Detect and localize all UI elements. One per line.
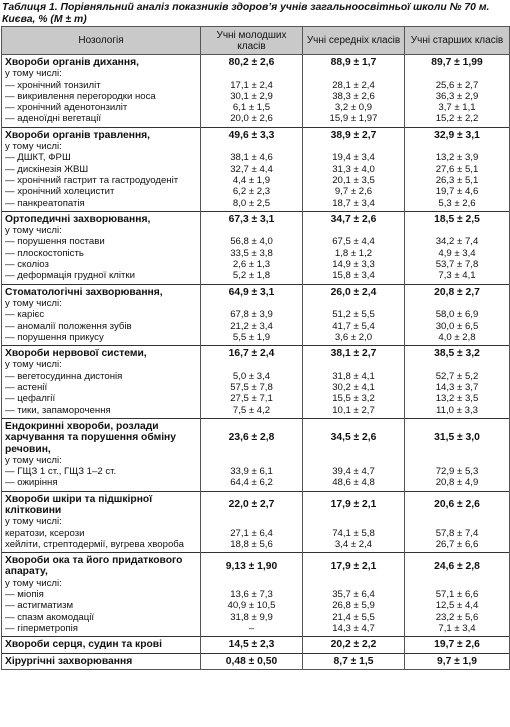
sub-disease-value: 13,6 ± 7,3 [201,589,303,600]
sub-disease-name: — ожиріння [2,477,201,491]
including-row [2,359,510,370]
sub-disease-name: — цефалгії [2,393,201,404]
caption-tail: (M ± m) [50,14,87,25]
empty-cell [201,298,303,309]
table-body [2,55,510,670]
sub-disease-row [2,589,510,600]
table-header-row [2,27,510,55]
sub-disease-row [2,248,510,259]
empty-cell [405,359,510,370]
sub-disease-value: 56,8 ± 4,0 [201,236,303,247]
sub-disease-value: 38,1 ± 4,6 [201,152,303,163]
including-label: у тому числі: [2,68,201,79]
sub-disease-value: 51,2 ± 5,5 [303,309,405,320]
header-middle: Учні середніх класів [303,27,405,55]
sub-disease-row [2,405,510,419]
sub-disease-name: — панкреатопатія [2,198,201,212]
sub-disease-row [2,539,510,553]
sub-disease-value: 52,7 ± 5,2 [405,371,510,382]
sub-disease-row [2,371,510,382]
sub-disease-row [2,186,510,197]
empty-cell [303,455,405,466]
including-label: у тому числі: [2,359,201,370]
empty-cell [303,578,405,589]
empty-cell [303,141,405,152]
sub-disease-value: 26,8 ± 5,9 [303,600,405,611]
sub-disease-row [2,600,510,611]
sub-disease-value: 3,6 ± 2,0 [303,332,405,346]
including-label: у тому числі: [2,455,201,466]
sub-disease-row [2,152,510,163]
group-value: 31,5 ± 3,0 [405,418,510,454]
disease-group-row [2,211,510,225]
group-value: 26,0 ± 2,4 [303,284,405,298]
including-row [2,225,510,236]
sub-disease-value: 33,9 ± 6,1 [201,466,303,477]
sub-disease-value: 20,0 ± 2,6 [201,113,303,127]
group-value: 23,6 ± 2,8 [201,418,303,454]
group-value: 20,2 ± 2,2 [303,637,405,653]
group-value: 80,2 ± 2,6 [201,55,303,69]
empty-cell [405,225,510,236]
empty-cell [405,68,510,79]
sub-disease-value: 30,1 ± 2,9 [201,91,303,102]
group-value: 0,48 ± 0,50 [201,653,303,669]
sub-disease-value: 9,7 ± 2,6 [303,186,405,197]
sub-disease-value: 48,6 ± 4,8 [303,477,405,491]
group-value: 38,1 ± 2,7 [303,346,405,360]
sub-disease-name: — гіперметропія [2,623,201,637]
sub-disease-value: 72,9 ± 5,3 [405,466,510,477]
sub-disease-value: 39,4 ± 4,7 [303,466,405,477]
sub-disease-value: 34,2 ± 7,4 [405,236,510,247]
group-name: Хвороби серця, судин та крові [2,637,201,653]
group-value: 9,7 ± 1,9 [405,653,510,669]
sub-disease-value: 33,5 ± 3,8 [201,248,303,259]
empty-cell [405,516,510,527]
sub-disease-name: — вегетосудинна дистонія [2,371,201,382]
sub-disease-value: 67,8 ± 3,9 [201,309,303,320]
including-label: у тому числі: [2,516,201,527]
group-name: Хвороби органів дихання, [2,55,201,69]
sub-disease-value: 17,1 ± 2,4 [201,80,303,91]
group-name: Хвороби органів травлення, [2,127,201,141]
sub-disease-name: — спазм акомодації [2,612,201,623]
sub-disease-name: — астигматизм [2,600,201,611]
sub-disease-row [2,332,510,346]
empty-cell [201,578,303,589]
empty-cell [303,225,405,236]
sub-disease-name: — аномалії положення зубів [2,321,201,332]
sub-disease-value: 5,0 ± 3,4 [201,371,303,382]
sub-disease-value: 15,5 ± 3,2 [303,393,405,404]
sub-disease-name: — плоскостопість [2,248,201,259]
sub-disease-value: 30,2 ± 4,1 [303,382,405,393]
sub-disease-value: 5,3 ± 2,6 [405,198,510,212]
group-name: Стоматологічні захворювання, [2,284,201,298]
including-row [2,455,510,466]
sub-disease-value: 5,5 ± 1,9 [201,332,303,346]
sub-disease-value: 26,7 ± 6,6 [405,539,510,553]
disease-group-row [2,284,510,298]
empty-cell [201,455,303,466]
sub-disease-name: — хронічний гастрит та гастродуоденіт [2,175,201,186]
sub-disease-name: — міопія [2,589,201,600]
sub-disease-name: — тики, запаморочення [2,405,201,419]
sub-disease-value: 41,7 ± 5,4 [303,321,405,332]
including-row [2,141,510,152]
sub-disease-row [2,175,510,186]
sub-disease-value: 27,1 ± 6,4 [201,528,303,539]
group-value: 88,9 ± 1,7 [303,55,405,69]
group-value: 38,5 ± 3,2 [405,346,510,360]
group-name: Хірургічні захворювання [2,653,201,669]
empty-cell [303,68,405,79]
sub-disease-name: — хронічний холецистит [2,186,201,197]
sub-disease-name: — деформація грудної клітки [2,270,201,284]
sub-disease-row [2,236,510,247]
sub-disease-value: 7,3 ± 4,1 [405,270,510,284]
sub-disease-value: 14,9 ± 3,3 [303,259,405,270]
sub-disease-name: — сколіоз [2,259,201,270]
sub-disease-value: 20,1 ± 3,5 [303,175,405,186]
sub-disease-value: 57,1 ± 6,6 [405,589,510,600]
sub-disease-value: 18,7 ± 3,4 [303,198,405,212]
sub-disease-row [2,466,510,477]
empty-cell [201,516,303,527]
sub-disease-value: 53,7 ± 7,8 [405,259,510,270]
group-name: Ендокринні хвороби, розлади харчування та порушення обміну речовин, [2,418,201,454]
sub-disease-value: – [201,623,303,637]
sub-disease-value: 36,3 ± 2,9 [405,91,510,102]
sub-disease-value: 10,1 ± 2,7 [303,405,405,419]
group-name: Хвороби нервової системи, [2,346,201,360]
sub-disease-name: — порушення прикусу [2,332,201,346]
sub-disease-value: 11,0 ± 3,3 [405,405,510,419]
disease-group-row [2,127,510,141]
disease-group-row [2,553,510,578]
empty-cell [201,225,303,236]
sub-disease-value: 3,4 ± 2,4 [303,539,405,553]
group-value: 19,7 ± 2,6 [405,637,510,653]
group-value: 16,7 ± 2,4 [201,346,303,360]
sub-disease-value: 67,5 ± 4,4 [303,236,405,247]
sub-disease-value: 4,0 ± 2,8 [405,332,510,346]
disease-group-row [2,653,510,669]
sub-disease-value: 14,3 ± 3,7 [405,382,510,393]
group-value: 64,9 ± 3,1 [201,284,303,298]
sub-disease-value: 7,1 ± 3,4 [405,623,510,637]
sub-disease-name: — порушення постави [2,236,201,247]
sub-disease-name: — хронічний аденотонзиліт [2,102,201,113]
group-value: 89,7 ± 1,99 [405,55,510,69]
sub-disease-row [2,393,510,404]
sub-disease-value: 7,5 ± 4,2 [201,405,303,419]
disease-group-row [2,418,510,454]
sub-disease-value: 2,6 ± 1,3 [201,259,303,270]
empty-cell [405,141,510,152]
sub-disease-value: 21,2 ± 3,4 [201,321,303,332]
sub-disease-value: 6,1 ± 1,5 [201,102,303,113]
sub-disease-value: 6,2 ± 2,3 [201,186,303,197]
sub-disease-value: 31,8 ± 4,1 [303,371,405,382]
sub-disease-value: 19,4 ± 3,4 [303,152,405,163]
disease-group-row [2,491,510,516]
sub-disease-row [2,321,510,332]
group-value: 20,8 ± 2,7 [405,284,510,298]
sub-disease-row [2,623,510,637]
sub-disease-row [2,382,510,393]
sub-disease-name: — ДШКТ, ФРШ [2,152,201,163]
empty-cell [303,516,405,527]
sub-disease-row [2,164,510,175]
sub-disease-value: 38,3 ± 2,6 [303,91,405,102]
header-senior: Учні старших класів [405,27,510,55]
group-value: 49,6 ± 3,3 [201,127,303,141]
group-value: 34,5 ± 2,6 [303,418,405,454]
sub-disease-value: 13,2 ± 3,5 [405,393,510,404]
sub-disease-value: 26,3 ± 5,1 [405,175,510,186]
health-comparison-table [1,26,510,670]
sub-disease-value: 30,0 ± 6,5 [405,321,510,332]
sub-disease-value: 3,2 ± 0,9 [303,102,405,113]
sub-disease-row [2,91,510,102]
empty-cell [201,359,303,370]
including-row [2,516,510,527]
sub-disease-value: 23,2 ± 5,6 [405,612,510,623]
group-value: 38,9 ± 2,7 [303,127,405,141]
sub-disease-value: 31,8 ± 9,9 [201,612,303,623]
sub-disease-row [2,259,510,270]
sub-disease-row [2,80,510,91]
sub-disease-value: 19,7 ± 4,6 [405,186,510,197]
disease-group-row [2,55,510,69]
group-value: 22,0 ± 2,7 [201,491,303,516]
sub-disease-value: 35,7 ± 6,4 [303,589,405,600]
sub-disease-value: 4,4 ± 1,9 [201,175,303,186]
sub-disease-row [2,612,510,623]
including-label: у тому числі: [2,225,201,236]
sub-disease-value: 13,2 ± 3,9 [405,152,510,163]
caption-text: Таблиця 1. Порівняльний аналіз показників здоров’я учнів загальноосвітньої школи № 70 м. Києва, % [2,2,490,25]
sub-disease-name: хейліти, стрептодермії, вугрева хвороба [2,539,201,553]
sub-disease-value: 4,9 ± 3,4 [405,248,510,259]
sub-disease-name: — карієс [2,309,201,320]
disease-group-row [2,346,510,360]
sub-disease-row [2,113,510,127]
sub-disease-value: 21,4 ± 5,5 [303,612,405,623]
group-value: 34,7 ± 2,6 [303,211,405,225]
including-label: у тому числі: [2,298,201,309]
sub-disease-value: 5,2 ± 1,8 [201,270,303,284]
group-value: 32,9 ± 3,1 [405,127,510,141]
group-value: 18,5 ± 2,5 [405,211,510,225]
group-value: 24,6 ± 2,8 [405,553,510,578]
sub-disease-value: 15,8 ± 3,4 [303,270,405,284]
sub-disease-value: 57,5 ± 7,8 [201,382,303,393]
group-value: 8,7 ± 1,5 [303,653,405,669]
sub-disease-name: — викривлення перегородки носа [2,91,201,102]
group-value: 14,5 ± 2,3 [201,637,303,653]
sub-disease-value: 32,7 ± 4,4 [201,164,303,175]
sub-disease-value: 12,5 ± 4,4 [405,600,510,611]
including-label: у тому числі: [2,141,201,152]
sub-disease-value: 27,5 ± 7,1 [201,393,303,404]
sub-disease-value: 18,8 ± 5,6 [201,539,303,553]
disease-group-row [2,637,510,653]
sub-disease-value: 15,2 ± 2,2 [405,113,510,127]
sub-disease-value: 31,3 ± 4,0 [303,164,405,175]
sub-disease-name: — аденоїдні вегетації [2,113,201,127]
including-row [2,578,510,589]
sub-disease-value: 14,3 ± 4,7 [303,623,405,637]
group-value: 17,9 ± 2,1 [303,491,405,516]
sub-disease-name: — ГЩЗ 1 ст., ГЩЗ 1–2 ст. [2,466,201,477]
empty-cell [405,455,510,466]
sub-disease-value: 25,6 ± 2,7 [405,80,510,91]
sub-disease-value: 28,1 ± 2,4 [303,80,405,91]
sub-disease-value: 74,1 ± 5,8 [303,528,405,539]
sub-disease-value: 20,8 ± 4,9 [405,477,510,491]
empty-cell [405,298,510,309]
including-row [2,298,510,309]
sub-disease-row [2,309,510,320]
empty-cell [303,359,405,370]
group-value: 67,3 ± 3,1 [201,211,303,225]
sub-disease-value: 58,0 ± 6,9 [405,309,510,320]
sub-disease-name: — хронічний тонзиліт [2,80,201,91]
sub-disease-value: 27,6 ± 5,1 [405,164,510,175]
sub-disease-value: 1,8 ± 1,2 [303,248,405,259]
empty-cell [405,578,510,589]
sub-disease-name: — дискінезія ЖВШ [2,164,201,175]
sub-disease-row [2,198,510,212]
empty-cell [303,298,405,309]
sub-disease-name: кератози, ксерози [2,528,201,539]
sub-disease-value: 57,8 ± 7,4 [405,528,510,539]
including-row [2,68,510,79]
sub-disease-value: 40,9 ± 10,5 [201,600,303,611]
sub-disease-value: 64,4 ± 6,2 [201,477,303,491]
empty-cell [201,68,303,79]
sub-disease-value: 3,7 ± 1,1 [405,102,510,113]
header-junior: Учні молодших класів [201,27,303,55]
group-value: 17,9 ± 2,1 [303,553,405,578]
sub-disease-row [2,270,510,284]
sub-disease-row [2,528,510,539]
header-nosology: Нозологія [2,27,201,55]
group-name: Хвороби ока та його придаткового апарату, [2,553,201,578]
sub-disease-name: — астенії [2,382,201,393]
table-caption [0,0,510,26]
sub-disease-value: 15,9 ± 1,97 [303,113,405,127]
empty-cell [201,141,303,152]
group-name: Ортопедичні захворювання, [2,211,201,225]
group-name: Хвороби шкіри та підшкірної клітковини [2,491,201,516]
sub-disease-row [2,477,510,491]
sub-disease-value: 8,0 ± 2,5 [201,198,303,212]
sub-disease-row [2,102,510,113]
group-value: 20,6 ± 2,6 [405,491,510,516]
group-value: 9,13 ± 1,90 [201,553,303,578]
including-label: у тому числі: [2,578,201,589]
